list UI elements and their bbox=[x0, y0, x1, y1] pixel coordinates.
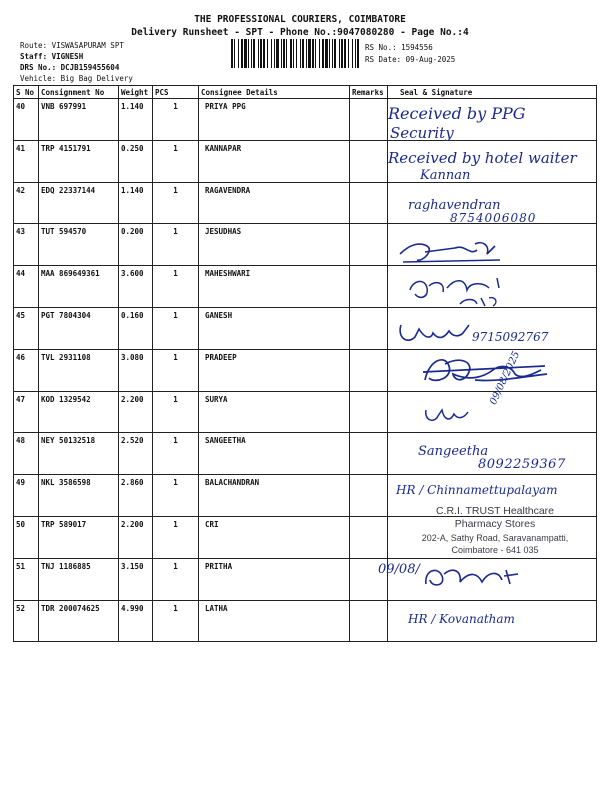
rs-date-value: 09-Aug-2025 bbox=[405, 55, 456, 64]
cell-remarks bbox=[350, 600, 388, 642]
cell-consignee: BALACHANDRAN bbox=[199, 475, 350, 517]
cell-pcs: 1 bbox=[153, 266, 199, 308]
cell-pcs: 1 bbox=[153, 224, 199, 266]
handwriting-r41-line2: Kannan bbox=[420, 168, 471, 183]
cell-consignment: MAA 869649361 bbox=[39, 266, 119, 308]
cell-sno: 43 bbox=[14, 224, 39, 266]
handwriting-r45-phone: 9715092767 bbox=[472, 330, 549, 344]
drs-value: DCJB159455604 bbox=[60, 63, 120, 72]
rs-no-label: RS No.: bbox=[365, 43, 397, 52]
cell-weight: 1.140 bbox=[119, 182, 153, 224]
cell-consignment: TNJ 1186885 bbox=[39, 558, 119, 600]
col-pcs: PCS bbox=[153, 86, 199, 99]
col-consignment: Consignment No bbox=[39, 86, 119, 99]
cell-sno: 50 bbox=[14, 516, 39, 558]
cell-weight: 0.250 bbox=[119, 140, 153, 182]
handwriting-r41-line1: Received by hotel waiter bbox=[388, 149, 577, 167]
cell-weight: 2.200 bbox=[119, 516, 153, 558]
cell-consignment: VNB 697991 bbox=[39, 99, 119, 141]
handwriting-r51-date: 09/08/ bbox=[378, 562, 420, 577]
cell-consignee: PRADEEP bbox=[199, 349, 350, 391]
cell-weight: 2.520 bbox=[119, 433, 153, 475]
company-title: THE PROFESSIONAL COURIERS, COIMBATORE bbox=[194, 14, 406, 25]
cell-consignee: KANNAPAR bbox=[199, 140, 350, 182]
cell-consignee: SANGEETHA bbox=[199, 433, 350, 475]
cell-pcs: 1 bbox=[153, 140, 199, 182]
col-sno: S No bbox=[14, 86, 39, 99]
cell-weight: 2.200 bbox=[119, 391, 153, 433]
signature-r46 bbox=[415, 352, 555, 388]
cell-sno: 51 bbox=[14, 558, 39, 600]
table-header-row bbox=[14, 86, 597, 99]
cell-consignee: RAGAVENDRA bbox=[199, 182, 350, 224]
cell-pcs: 1 bbox=[153, 558, 199, 600]
rs-date-line bbox=[365, 55, 455, 64]
handwriting-r42-name: raghavendran bbox=[408, 198, 501, 213]
cell-consignee: SURYA bbox=[199, 391, 350, 433]
cell-sno: 44 bbox=[14, 266, 39, 308]
cell-remarks bbox=[350, 182, 388, 224]
cell-weight: 3.150 bbox=[119, 558, 153, 600]
cell-weight: 0.200 bbox=[119, 224, 153, 266]
barcode bbox=[231, 39, 359, 68]
handwriting-r48-name: Sangeetha bbox=[418, 444, 489, 459]
staff-value: VIGNESH bbox=[51, 52, 84, 61]
cell-pcs: 1 bbox=[153, 475, 199, 517]
cell-consignment: TUT 594570 bbox=[39, 224, 119, 266]
cell-remarks bbox=[350, 307, 388, 349]
route-value: VISWASAPURAM SPT bbox=[51, 41, 124, 50]
signature-r47 bbox=[420, 398, 480, 430]
handwriting-r40-line2: Security bbox=[390, 124, 454, 142]
signature-r51 bbox=[418, 560, 528, 592]
cell-remarks bbox=[350, 99, 388, 141]
handwriting-r48-phone: 8092259367 bbox=[478, 457, 566, 472]
route-label: Route: bbox=[20, 41, 48, 50]
col-consignee: Consignee Details bbox=[199, 86, 350, 99]
cell-sno: 48 bbox=[14, 433, 39, 475]
cell-weight: 3.080 bbox=[119, 349, 153, 391]
cell-sno: 45 bbox=[14, 307, 39, 349]
stamp-line2: Pharmacy Stores bbox=[454, 518, 536, 530]
cell-consignee: PRIYA PPG bbox=[199, 99, 350, 141]
cell-remarks bbox=[350, 140, 388, 182]
cell-weight: 0.160 bbox=[119, 307, 153, 349]
cell-remarks bbox=[350, 391, 388, 433]
col-weight: Weight bbox=[119, 86, 153, 99]
signature-r44 bbox=[405, 270, 515, 310]
signature-r45 bbox=[395, 315, 475, 347]
cell-remarks bbox=[350, 475, 388, 517]
cell-pcs: 1 bbox=[153, 433, 199, 475]
cell-weight: 1.140 bbox=[119, 99, 153, 141]
rs-date-label: RS Date: bbox=[365, 55, 402, 64]
stamp-line4: Coimbatore - 641 035 bbox=[451, 545, 539, 555]
cell-consignment: TVL 2931108 bbox=[39, 349, 119, 391]
cell-pcs: 1 bbox=[153, 391, 199, 433]
cell-sno: 41 bbox=[14, 140, 39, 182]
staff-line bbox=[20, 52, 83, 61]
cell-weight: 2.860 bbox=[119, 475, 153, 517]
cell-consignment: NEY 50132518 bbox=[39, 433, 119, 475]
handwriting-r40-line1: Received by PPG bbox=[388, 104, 526, 123]
handwriting-r52-note: HR / Kovanatham bbox=[408, 612, 515, 626]
cell-remarks bbox=[350, 266, 388, 308]
handwriting-r47-date: 09/08/2025 bbox=[488, 349, 523, 407]
table-row bbox=[14, 391, 597, 433]
cell-sno: 46 bbox=[14, 349, 39, 391]
col-remarks: Remarks bbox=[350, 86, 388, 99]
drs-label: DRS No.: bbox=[20, 63, 57, 72]
vehicle-label: Vehicle: bbox=[20, 74, 57, 83]
stamp-line3: 202-A, Sathy Road, Saravanampatti, bbox=[421, 533, 569, 543]
cell-sno: 52 bbox=[14, 600, 39, 642]
cell-consignment: NKL 3586598 bbox=[39, 475, 119, 517]
drs-line bbox=[20, 63, 119, 72]
runsheet-title: Delivery Runsheet - SPT - Phone No.:9047080280 - Page No.:4 bbox=[131, 27, 469, 38]
cell-consignment: PGT 7804304 bbox=[39, 307, 119, 349]
cell-remarks bbox=[350, 516, 388, 558]
cell-consignee: JESUDHAS bbox=[199, 224, 350, 266]
cell-consignment: TDR 200074625 bbox=[39, 600, 119, 642]
cell-pcs: 1 bbox=[153, 600, 199, 642]
rs-no-line bbox=[365, 43, 433, 52]
route-line bbox=[20, 41, 124, 50]
cell-weight: 3.600 bbox=[119, 266, 153, 308]
vehicle-value: Big Bag Delivery bbox=[60, 74, 133, 83]
cell-consignee: GANESH bbox=[199, 307, 350, 349]
handwriting-r42-phone: 8754006080 bbox=[450, 211, 537, 225]
cell-pcs: 1 bbox=[153, 516, 199, 558]
stamp-line1: C.R.I. TRUST Healthcare bbox=[435, 505, 555, 517]
cell-consignment: TRP 4151791 bbox=[39, 140, 119, 182]
cell-consignment: KOD 1329542 bbox=[39, 391, 119, 433]
cell-sno: 42 bbox=[14, 182, 39, 224]
staff-label: Staff: bbox=[20, 52, 48, 61]
cell-consignment: TRP 589017 bbox=[39, 516, 119, 558]
rs-no-value: 1594556 bbox=[401, 43, 433, 52]
cell-sno: 49 bbox=[14, 475, 39, 517]
cell-consignee: LATHA bbox=[199, 600, 350, 642]
cell-sno: 47 bbox=[14, 391, 39, 433]
cell-pcs: 1 bbox=[153, 99, 199, 141]
cell-remarks bbox=[350, 349, 388, 391]
signature-r43 bbox=[395, 234, 510, 269]
cell-remarks bbox=[350, 224, 388, 266]
cell-pcs: 1 bbox=[153, 349, 199, 391]
cell-consignee: MAHESHWARI bbox=[199, 266, 350, 308]
handwriting-r49-note: HR / Chinnamettupalayam bbox=[396, 483, 558, 497]
cell-pcs: 1 bbox=[153, 307, 199, 349]
cell-consignment: EDQ 22337144 bbox=[39, 182, 119, 224]
col-seal-signature: Seal & Signature bbox=[388, 86, 597, 99]
cell-weight: 4.990 bbox=[119, 600, 153, 642]
cell-pcs: 1 bbox=[153, 182, 199, 224]
cell-consignee: CRI bbox=[199, 516, 350, 558]
cell-consignee: PRITHA bbox=[199, 558, 350, 600]
vehicle-line bbox=[20, 74, 133, 83]
cell-remarks bbox=[350, 433, 388, 475]
cell-sno: 40 bbox=[14, 99, 39, 141]
